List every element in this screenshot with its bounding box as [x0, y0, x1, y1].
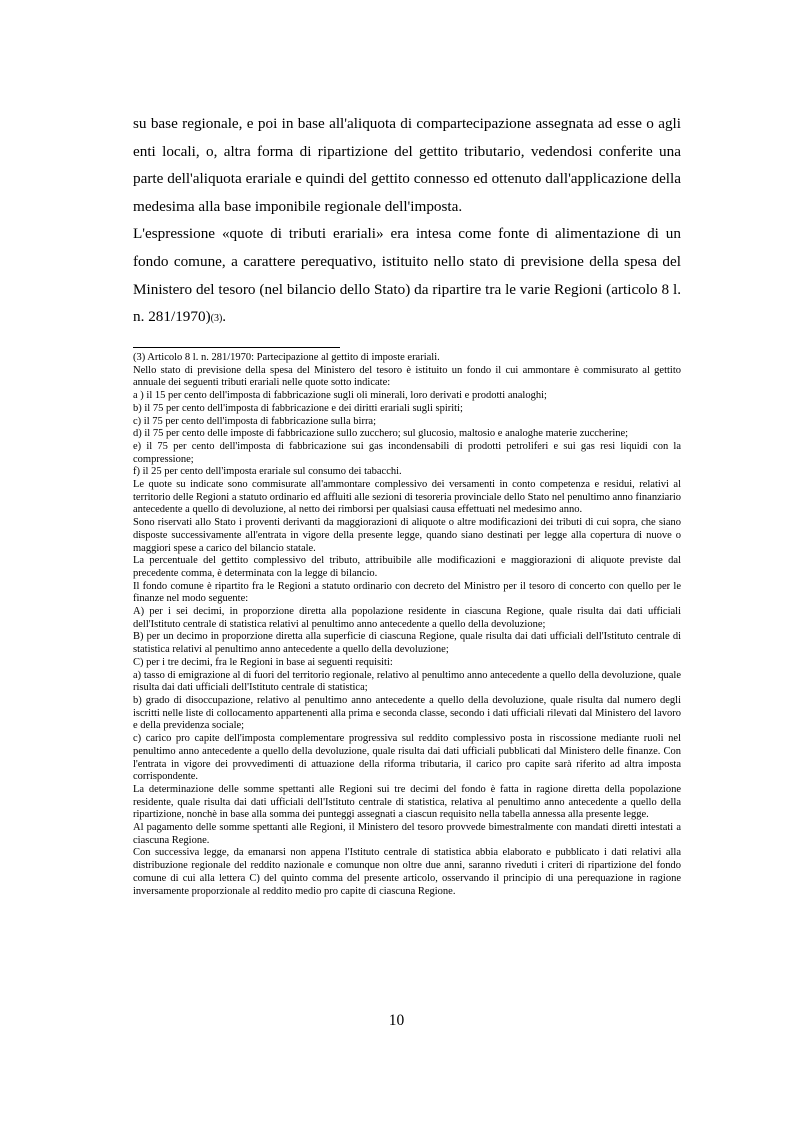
footnote-line: c) il 75 per cento dell'imposta di fabbricazione sulla birra;: [133, 415, 377, 427]
footnote-line: Con successiva legge, da emanarsi non appena l'Istituto centrale di statistica abbia elaborato e pubblicato i dati relativi alla distribuzione regionale del reddito nazionale e comunque non oltre due anni, saranno riveduti i criteri di ripartizione del fondo comune di cui alla lettera C) del quinto comma del presente articolo, osservando il principio di una perequazione in ragione inversamente proporzionale al reddito medio pro capite di ciascuna Regione.: [133, 847, 681, 897]
body-paragraph-2: [133, 220, 681, 332]
footnote-line: d) il 75 per cento delle imposte di fabbricazione sullo zucchero; sul glucosio, maltosio e analoghe materie zuccherine;: [133, 428, 629, 440]
body-paragraph-2-text: L'espressione «quote di tributi erariali» era intesa come fonte di alimentazione di un fondo comune, a carattere perequativo, istituito nello stato di previsione della spesa del Ministero del tesoro (nel bilancio dello Stato) da ripartire tra le varie Regioni (articolo 8 l. n. 281/1970): [133, 225, 681, 326]
page-number: 10: [388, 1012, 405, 1029]
footnote-line: B) per un decimo in proporzione diretta alla superficie di ciascuna Regione, quale risulta dai dati ufficiali dell'Istituto centrale di statistica relativi al penultimo anno antecedente a quello della devoluzione;: [133, 631, 681, 656]
footnote-line: a) tasso di emigrazione al di fuori del territorio regionale, relativo al penultimo anno antecedente a quello della devoluzione, quale risulta dai dati ufficiali dell'Istituto centrale di statistica;: [133, 669, 681, 694]
footnote-line: C) per i tre decimi, fra le Regioni in base ai seguenti requisiti:: [133, 656, 393, 668]
footnote-line: A) per i sei decimi, in proporzione diretta alla popolazione residente in ciascuna Regione, quale risulta dai dati ufficiali dell'Istituto centrale di statistica relativi al penultimo anno antecedente a quello della devoluzione;: [133, 606, 681, 630]
footnote-line: Le quote su indicate sono commisurate all'ammontare complessivo dei versamenti in conto competenza e residui, relativi al territorio delle Regioni a statuto ordinario ed affluiti alle sezioni di tesoreria provinciale dello Stato nel penultimo anno finanziario antecedente a quello di devoluzione, al netto dei rimborsi per qualsiasi causa effettuati nel medesimo anno.: [133, 479, 681, 516]
body-paragraph-1: su base regionale, e poi in base all'aliquota di compartecipazione assegnata ad esse o agli enti locali, o, altra forma di ripartizione del gettito tributario, vedendosi conferite una parte dell'aliquota erariale e quindi del gettito connesso ed ottenuto dall'applicazione della medesima alla base imponibile regionale dell'imposta.: [133, 115, 681, 215]
footnote-line: f) il 25 per cento dell'imposta erariale sul consumo dei tabacchi.: [133, 466, 402, 478]
footnote-line: c) carico pro capite dell'imposta complementare progressiva sul reddito complessivo posta in riscossione mediante ruoli nel penultimo anno antecedente a quello della devoluzione, quale risulta dai dati ufficiali pubblicati dal Ministero delle finanze. Con l'entrata in vigore dei provvedimenti di attuazione della riforma tributaria, il carico pro capite sarà riferito ad altra imposta corrispondente.: [133, 733, 681, 783]
footnote-line: a ) il 15 per cento dell'imposta di fabbricazione sugli oli minerali, loro derivati e prodotti analoghi;: [133, 390, 547, 402]
footnote-line: b) il 75 per cento dell'imposta di fabbricazione e dei diritti erariali sugli spiriti;: [133, 402, 463, 414]
footnote-line: Nello stato di previsione della spesa del Ministero del tesoro è istituito un fondo il cui ammontare è commisurato al gettito annuale dei seguenti tributi erariali nelle quote sotto indicate:: [133, 364, 681, 389]
footnote-line: Sono riservati allo Stato i proventi derivanti da maggiorazioni di aliquote o altre modificazioni dei tributi di cui sopra, che siano disposte successivamente all'entrata in vigore della presente legge, quando siano destinati per legge alla copertura di nuove o maggiori spese a carico del bilancio statale.: [133, 517, 681, 554]
footnote-line: La determinazione delle somme spettanti alle Regioni sui tre decimi del fondo è fatta in ragione diretta della popolazione residente, quale risulta dai dati ufficiali dell'Istituto centrale di statistica, relativa al penultimo anno antecedente a quello della ripartizione, nonchè in base alla somma dei punteggi assegnati a ciascun requisito nella tabella annessa alla presente legge.: [133, 783, 681, 821]
footnote-separator: [133, 347, 340, 348]
main-text: [133, 110, 681, 333]
footnote-line: La percentuale del gettito complessivo del tributo, attribuibile alle modificazioni e maggiorazioni di aliquote previste dal precedente comma, è determinata con la legge di bilancio.: [133, 555, 681, 579]
footnote-line: b) grado di disoccupazione, relativo al penultimo anno antecedente a quello della devoluzione, quale risulta dal numero degli iscritti nelle liste di collocamento appartenenti alla prima e seconda classe, secondo i dati ufficiali rilevati dal Ministero del lavoro e della previdenza sociale;: [133, 694, 681, 732]
footnote-line: e) il 75 per cento dell'imposta di fabbricazione sui gas incondensabili di prodotti petroliferi e sui gas resi liquidi con la compressione;: [133, 440, 681, 465]
footnote-line: Il fondo comune è ripartito fra le Regioni a statuto ordinario con decreto del Ministro per il tesoro di concerto con quello per le finanze nel modo seguente:: [133, 580, 681, 605]
footnote-reference: (3): [210, 313, 223, 325]
footnote-line: Al pagamento delle somme spettanti alle Regioni, il Ministero del tesoro provvede bimestralmente con mandati diretti intestati a ciascuna Regione.: [133, 822, 681, 846]
body-paragraph-2-end: .: [222, 308, 227, 326]
footnote-line: (3) Articolo 8 l. n. 281/1970: Partecipazione al gettito di imposte erariali.: [133, 352, 440, 363]
footnotes: [133, 352, 681, 898]
